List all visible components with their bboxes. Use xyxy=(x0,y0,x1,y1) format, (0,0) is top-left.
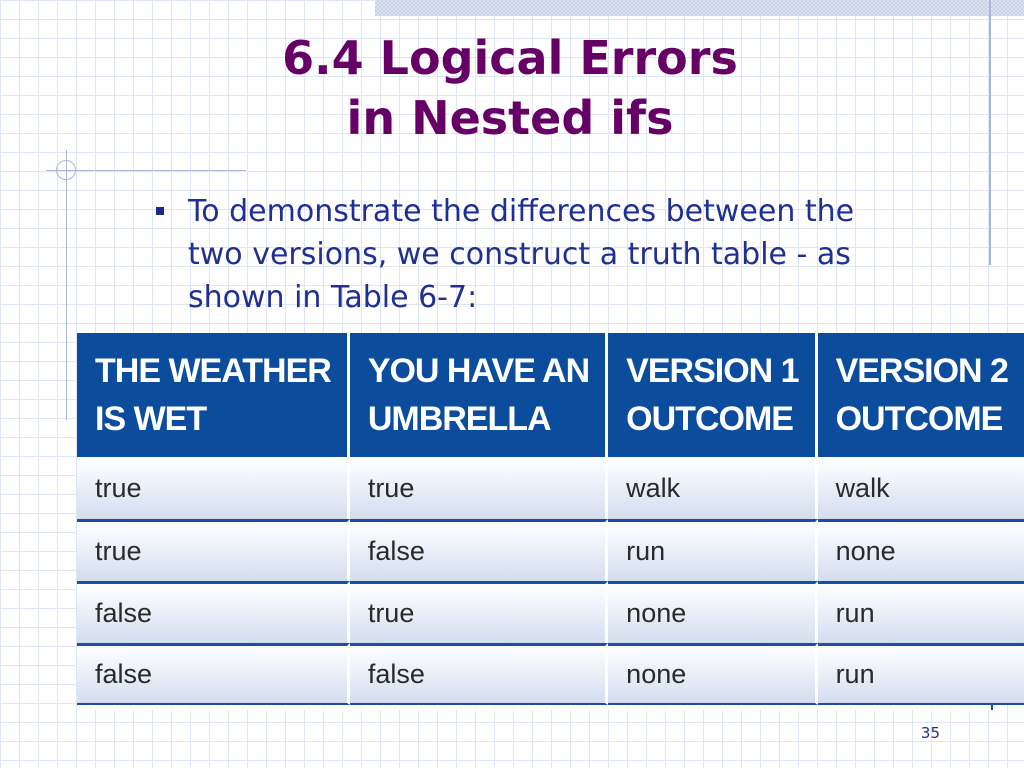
bullet-item xyxy=(156,190,916,319)
table-cell: false xyxy=(77,581,350,643)
table-cell: none xyxy=(608,643,817,705)
header-text: THE WEATHER xyxy=(95,352,331,390)
truth-table-container xyxy=(77,333,1008,710)
header-you-have-umbrella xyxy=(350,333,608,457)
table-cell: walk xyxy=(818,457,1024,519)
table-cell: false xyxy=(350,643,608,705)
table-row xyxy=(77,643,1024,705)
header-weather-is-wet xyxy=(77,333,350,457)
table-cell: run xyxy=(818,581,1024,643)
top-decorative-band xyxy=(375,0,1024,16)
header-text: UMBRELLA xyxy=(367,400,551,438)
table-row xyxy=(77,581,1024,643)
table-cell: none xyxy=(608,581,817,643)
header-text: OUTCOME xyxy=(835,400,1003,438)
header-text: VERSION 1 xyxy=(626,352,799,390)
table-cell: true xyxy=(350,457,608,519)
table-row xyxy=(77,457,1024,519)
circle-ornament-icon xyxy=(56,160,76,180)
header-version-1-outcome xyxy=(608,333,817,457)
table-cell: false xyxy=(350,519,608,581)
table-cell: true xyxy=(77,519,350,581)
square-bullet-icon xyxy=(156,207,164,215)
slide-number: 35 xyxy=(920,724,940,742)
table-cell: run xyxy=(608,519,817,581)
table-header-row xyxy=(77,333,1024,457)
table-row xyxy=(77,519,1024,581)
slide-title xyxy=(200,28,820,148)
table-cell: false xyxy=(77,643,350,705)
truth-table xyxy=(77,333,1024,705)
table-cell: true xyxy=(77,457,350,519)
header-version-2-outcome xyxy=(818,333,1024,457)
header-text: IS WET xyxy=(95,400,207,438)
header-text: OUTCOME xyxy=(626,400,793,438)
table-cell: none xyxy=(818,519,1024,581)
header-text: VERSION 2 xyxy=(835,352,1008,390)
table-cell: true xyxy=(350,581,608,643)
horizontal-decorative-line xyxy=(46,170,246,171)
left-decorative-line xyxy=(66,150,67,420)
table-cell: run xyxy=(818,643,1024,705)
bullet-text: To demonstrate the differences between the two versions, we construct a truth table - as shown in Table 6-7: xyxy=(188,194,855,315)
right-decorative-line xyxy=(989,0,991,265)
header-text: YOU HAVE AN xyxy=(367,352,590,390)
title-line-1: 6.4 Logical Errors xyxy=(282,31,738,85)
table-cell: walk xyxy=(608,457,817,519)
title-line-2: in Nested ifs xyxy=(346,91,674,145)
